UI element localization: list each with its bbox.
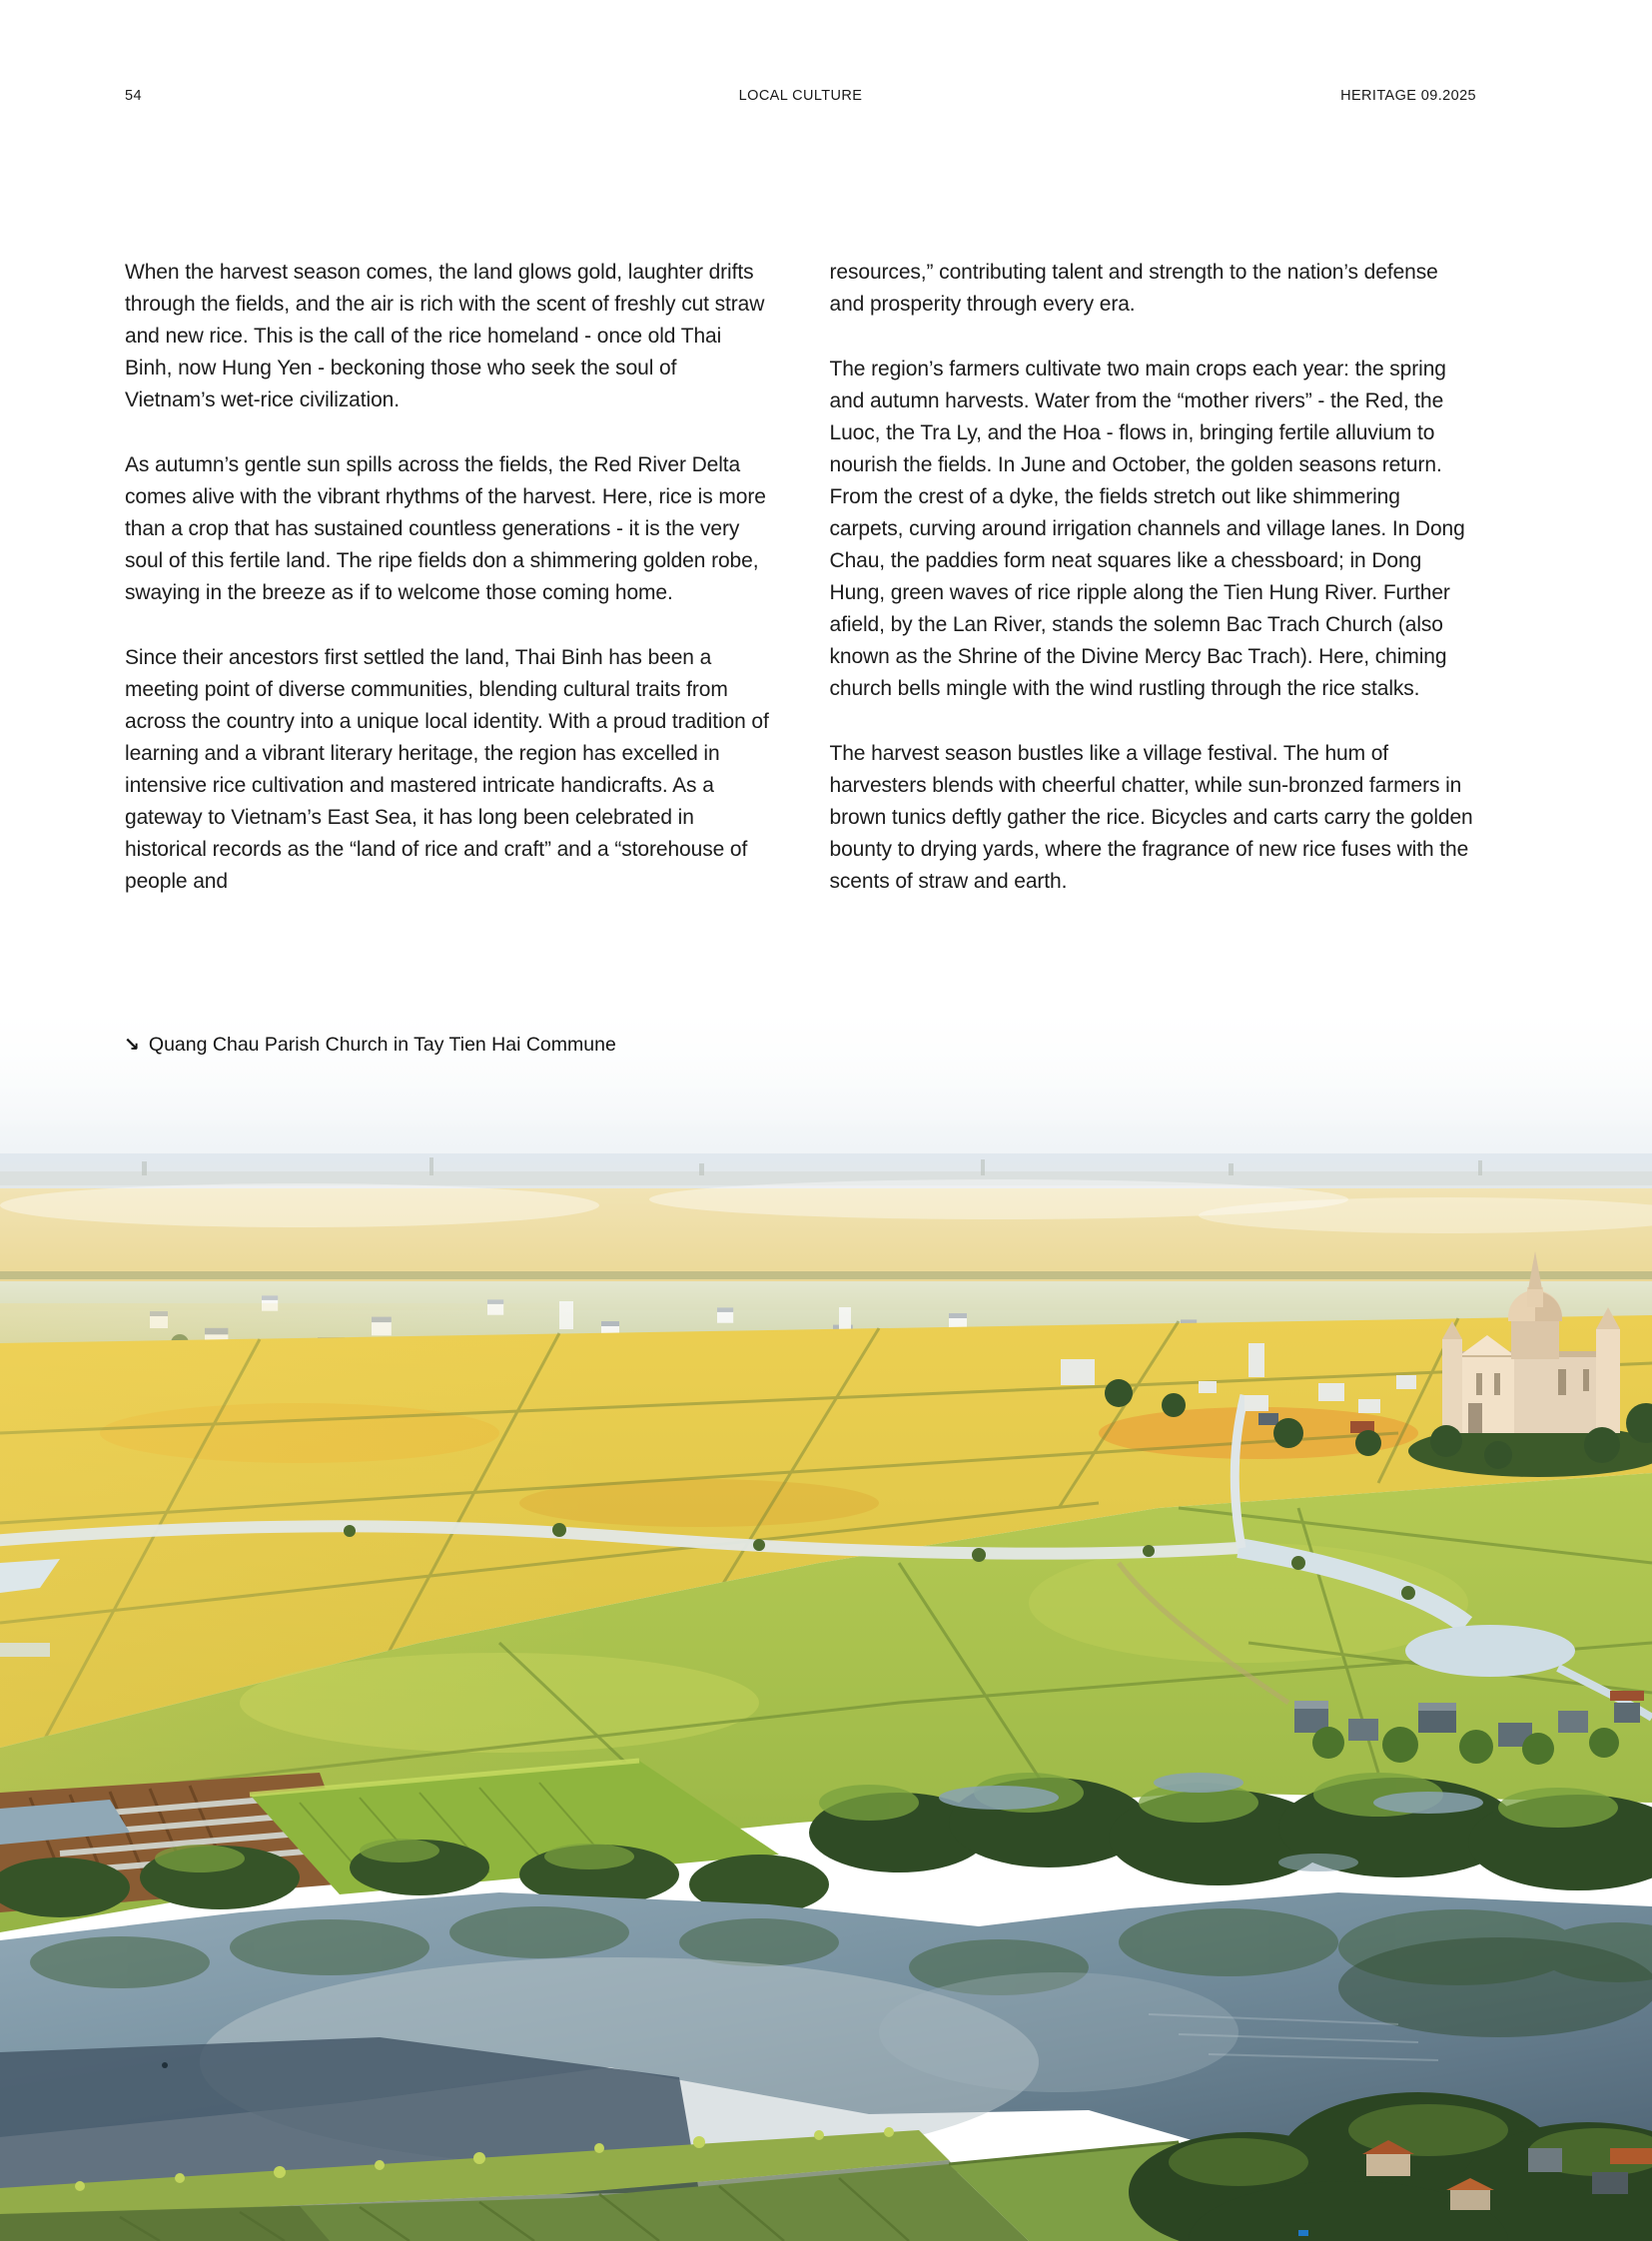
page-number: 54 xyxy=(125,88,142,104)
section-title: LOCAL CULTURE xyxy=(738,88,863,104)
masthead xyxy=(125,88,1476,104)
article-column-right xyxy=(830,257,1475,898)
publication-issue: HERITAGE 09.2025 xyxy=(1340,88,1476,104)
paragraph: The region’s farmers cultivate two main crops each year: the spring and autumn harvests. Water from the “mother rivers” - the Red, the Luoc, the Tra Ly, and the Hoa - flows in, bringing fertile alluvium to nourish the fields. In June and October, the golden seasons return. From the crest of a dyke, the fields stretch out like shimmering carpets, curving around irrigation channels and village lanes. In Dong Chau, the paddies form neat squares like a chessboard; in Dong Hung, green waves of rice ripple along the Tien Hung River. Further afield, by the Lan River, stands the solemn Bac Trach Church (also known as the Shrine of the Divine Mercy Bac Trach). Here, chiming church bells mingle with the wind rustling through the rice stalks. xyxy=(829,358,1465,700)
photo-caption xyxy=(124,1034,616,1057)
landscape-photo xyxy=(0,1004,1652,2241)
article-body xyxy=(125,257,1474,898)
photo-caption-text: Quang Chau Parish Church in Tay Tien Hai Commune xyxy=(148,1034,616,1056)
paragraph: Since their ancestors first settled the land, Thai Binh has been a meeting point of diverse communities, blending cultural traits from across the country into a unique local identity. With a proud tradition of learning and a vibrant literary heritage, the region has excelled in intensive rice cultivation and mastered intricate handicrafts. As a gateway to Vietnam’s East Sea, it has long been celebrated in historical records as the “land of rice and craft” and a “storehouse of people and xyxy=(125,646,769,893)
photo-top-haze xyxy=(0,1004,1652,1133)
landscape-photo-art xyxy=(0,1004,1652,2241)
article-column-left xyxy=(125,257,770,898)
paragraph: resources,” contributing talent and strength to the nation’s defense and prosperity through every era. xyxy=(829,261,1438,316)
arrow-down-right-icon: ↘ xyxy=(124,1034,140,1056)
paragraph: As autumn’s gentle sun spills across the fields, the Red River Delta comes alive with the vibrant rhythms of the harvest. Here, rice is more than a crop that has sustained countless generations - it is the very soul of this fertile land. The ripe fields don a shimmering golden robe, swaying in the breeze as if to welcome those coming home. xyxy=(125,453,766,604)
paragraph: The harvest season bustles like a village festival. The hum of harvesters blends with cheerful chatter, while sun-bronzed farmers in brown tunics deftly gather the rice. Bicycles and carts carry the golden bounty to drying yards, where the fragrance of new rice fuses with the scents of straw and earth. xyxy=(829,742,1473,893)
paragraph: When the harvest season comes, the land glows gold, laughter drifts through the fields, and the air is rich with the scent of freshly cut straw and new rice. This is the call of the rice homeland - once old Thai Binh, now Hung Yen - beckoning those who seek the soul of Vietnam’s wet-rice civilization. xyxy=(125,261,765,411)
